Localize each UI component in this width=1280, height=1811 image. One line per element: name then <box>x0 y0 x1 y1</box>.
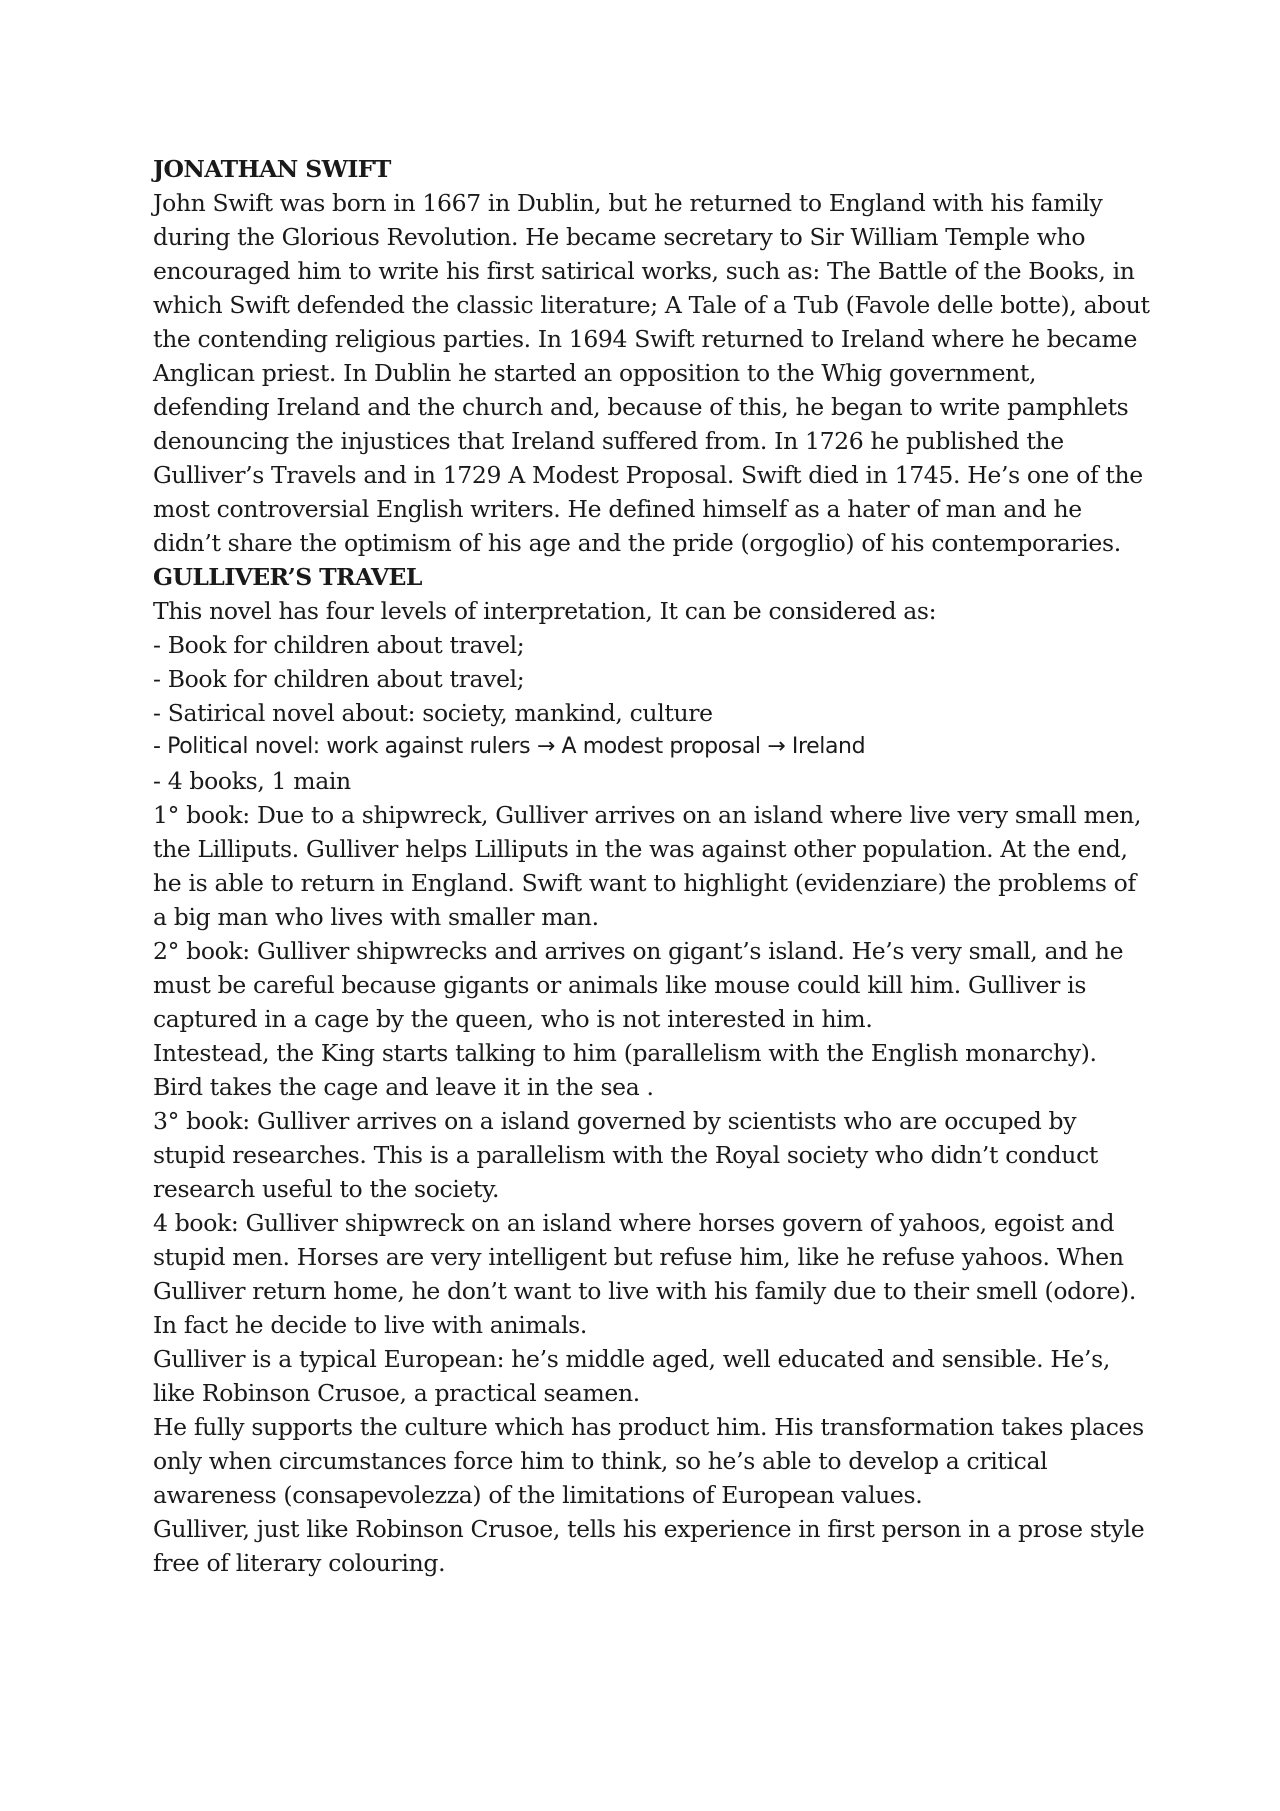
text-line: Intestead, the King starts talking to him (parallelism with the English monarchy). <box>153 1039 1097 1067</box>
text-line: Gulliver, just like Robinson Crusoe, tells his experience in first person in a prose style <box>153 1515 1145 1543</box>
text-line: awareness (consapevolezza) of the limitations of European values. <box>153 1481 923 1509</box>
text-line: a big man who lives with smaller man. <box>153 903 599 931</box>
text-line: which Swift defended the classic literature; A Tale of a Tub (Favole delle botte), about <box>153 291 1150 319</box>
text-line: research useful to the society. <box>153 1175 500 1203</box>
text-line: stupid men. Horses are very intelligent but refuse him, like he refuse yahoos. When <box>153 1243 1124 1271</box>
text-line: 2° book: Gulliver shipwrecks and arrives on gigant’s island. He’s very small, and he <box>153 937 1124 965</box>
text-line: free of literary colouring. <box>153 1549 446 1577</box>
text-line: 4 book: Gulliver shipwreck on an island where horses govern of yahoos, egoist and <box>153 1209 1115 1237</box>
text-line: - Satirical novel about: society, mankind, culture <box>153 699 713 727</box>
text-line: denouncing the injustices that Ireland suffered from. In 1726 he published the <box>153 427 1064 455</box>
text-line: the contending religious parties. In 1694 Swift returned to Ireland where he became <box>153 325 1138 353</box>
text-line: defending Ireland and the church and, because of this, he began to write pamphlets <box>153 393 1129 421</box>
text-line: Gulliver return home, he don’t want to live with his family due to their smell (odore). <box>153 1277 1136 1305</box>
section-heading: GULLIVER’S TRAVEL <box>153 563 422 591</box>
text-line: He fully supports the culture which has product him. His transformation takes places <box>153 1413 1144 1441</box>
text-line: 1° book: Due to a shipwreck, Gulliver arrives on an island where live very small men, <box>153 801 1142 829</box>
text-line: stupid researches. This is a parallelism with the Royal society who didn’t conduct <box>153 1141 1098 1169</box>
text-line: 3° book: Gulliver arrives on a island governed by scientists who are occuped by <box>153 1107 1077 1135</box>
text-line: most controversial English writers. He defined himself as a hater of man and he <box>153 495 1082 523</box>
text-line: Gulliver is a typical European: he’s middle aged, well educated and sensible. He’s, <box>153 1345 1110 1373</box>
text-line: like Robinson Crusoe, a practical seamen. <box>153 1379 640 1407</box>
text-line: must be careful because gigants or animals like mouse could kill him. Gulliver is <box>153 971 1087 999</box>
text-line: John Swift was born in 1667 in Dublin, but he returned to England with his family <box>153 189 1103 217</box>
text-line: Anglican priest. In Dublin he started an opposition to the Whig government, <box>153 359 1037 387</box>
text-line: the Lilliputs. Gulliver helps Lilliputs in the was against other population. At the end, <box>153 835 1128 863</box>
text-line: he is able to return in England. Swift want to highlight (evidenziare) the problems of <box>153 869 1136 897</box>
text-line: - Book for children about travel; <box>153 665 525 693</box>
text-line: during the Glorious Revolution. He became secretary to Sir William Temple who <box>153 223 1086 251</box>
text-line: didn’t share the optimism of his age and the pride (orgoglio) of his contemporaries. <box>153 529 1121 557</box>
text-line: This novel has four levels of interpretation, It can be considered as: <box>153 597 937 625</box>
text-line: encouraged him to write his first satirical works, such as: The Battle of the Books, in <box>153 257 1135 285</box>
document-body <box>153 152 1153 1580</box>
text-line: Bird takes the cage and leave it in the sea . <box>153 1073 654 1101</box>
text-line: - Book for children about travel; <box>153 631 525 659</box>
text-line: In fact he decide to live with animals. <box>153 1311 588 1339</box>
text-line: captured in a cage by the queen, who is not interested in him. <box>153 1005 873 1033</box>
text-line: - Political novel: work against rulers → A modest proposal → Ireland <box>153 734 866 759</box>
text-line: - 4 books, 1 main <box>153 767 351 795</box>
text-line: only when circumstances force him to think, so he’s able to develop a critical <box>153 1447 1048 1475</box>
section-heading: JONATHAN SWIFT <box>153 155 391 183</box>
text-line: Gulliver’s Travels and in 1729 A Modest Proposal. Swift died in 1745. He’s one of the <box>153 461 1143 489</box>
